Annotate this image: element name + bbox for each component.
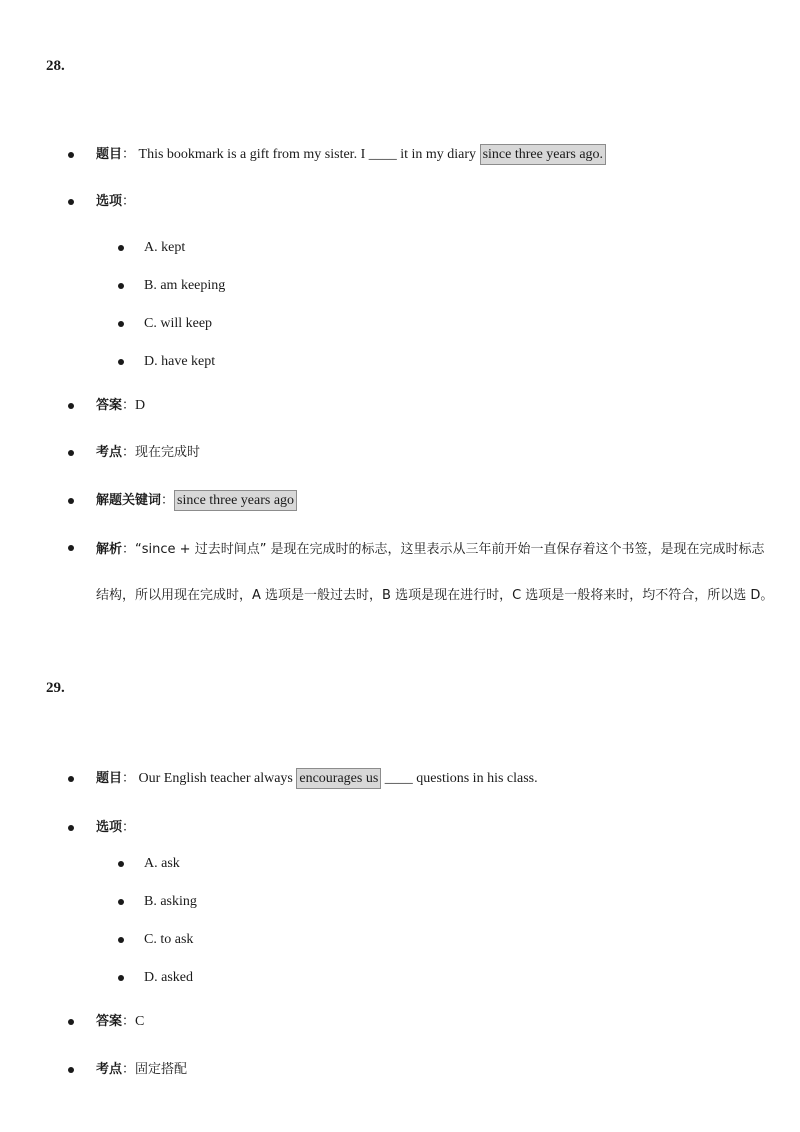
bullet-icon xyxy=(118,283,124,289)
question-text: Our English teacher always xyxy=(138,771,293,786)
answer-value: C xyxy=(135,1014,145,1029)
question-number: 28. xyxy=(46,58,65,74)
question-label: 题目 xyxy=(96,771,123,786)
answer-label: 答案 xyxy=(96,398,123,413)
answer-label: 答案 xyxy=(96,1014,123,1029)
point-value: 固定搭配 xyxy=(135,1062,188,1077)
bullet-icon xyxy=(68,1067,74,1073)
options-label: 选项 xyxy=(96,820,123,835)
bullet-icon xyxy=(68,498,74,504)
bullet-icon xyxy=(68,199,74,205)
question-label: 题目 xyxy=(96,147,123,162)
bullet-icon xyxy=(68,776,74,782)
bullet-icon xyxy=(118,861,124,867)
bullet-icon xyxy=(68,403,74,409)
bullet-icon xyxy=(118,975,124,981)
highlighted-keyword: encourages us xyxy=(296,768,381,789)
point-label: 考点 xyxy=(96,1062,123,1077)
answer-value: D xyxy=(135,398,146,413)
analysis-text: “since + 过去时间点” 是现在完成时的标志，这里表示从三年前开始一直保存着这个书签，是现在完成时标志结构，所以用现在完成时，A 选项是一般过去时，B 选项是现在进行时，C 选项是一般将来时，均不符合，所以选 D。 xyxy=(96,542,774,603)
analysis-label: 解析 xyxy=(96,542,123,557)
keyword-label: 解题关键词 xyxy=(96,493,162,508)
bullet-icon xyxy=(68,1019,74,1025)
bullet-icon xyxy=(118,359,124,365)
bullet-icon xyxy=(68,825,74,831)
point-label: 考点 xyxy=(96,445,123,460)
point-value: 现在完成时 xyxy=(135,445,201,460)
question-number: 29. xyxy=(46,680,65,696)
bullet-icon xyxy=(68,152,74,158)
bullet-icon xyxy=(68,545,74,551)
bullet-icon xyxy=(118,899,124,905)
question-text-end: ____ questions in his class. xyxy=(384,771,538,786)
question-text: This bookmark is a gift from my sister. I ____ it in my diary xyxy=(138,147,477,162)
keyword-value: since three years ago xyxy=(174,490,297,511)
options-label: 选项 xyxy=(96,194,123,209)
highlighted-keyword: since three years ago. xyxy=(480,144,607,165)
bullet-icon xyxy=(118,245,124,251)
bullet-icon xyxy=(118,937,124,943)
bullet-icon xyxy=(118,321,124,327)
bullet-icon xyxy=(68,450,74,456)
